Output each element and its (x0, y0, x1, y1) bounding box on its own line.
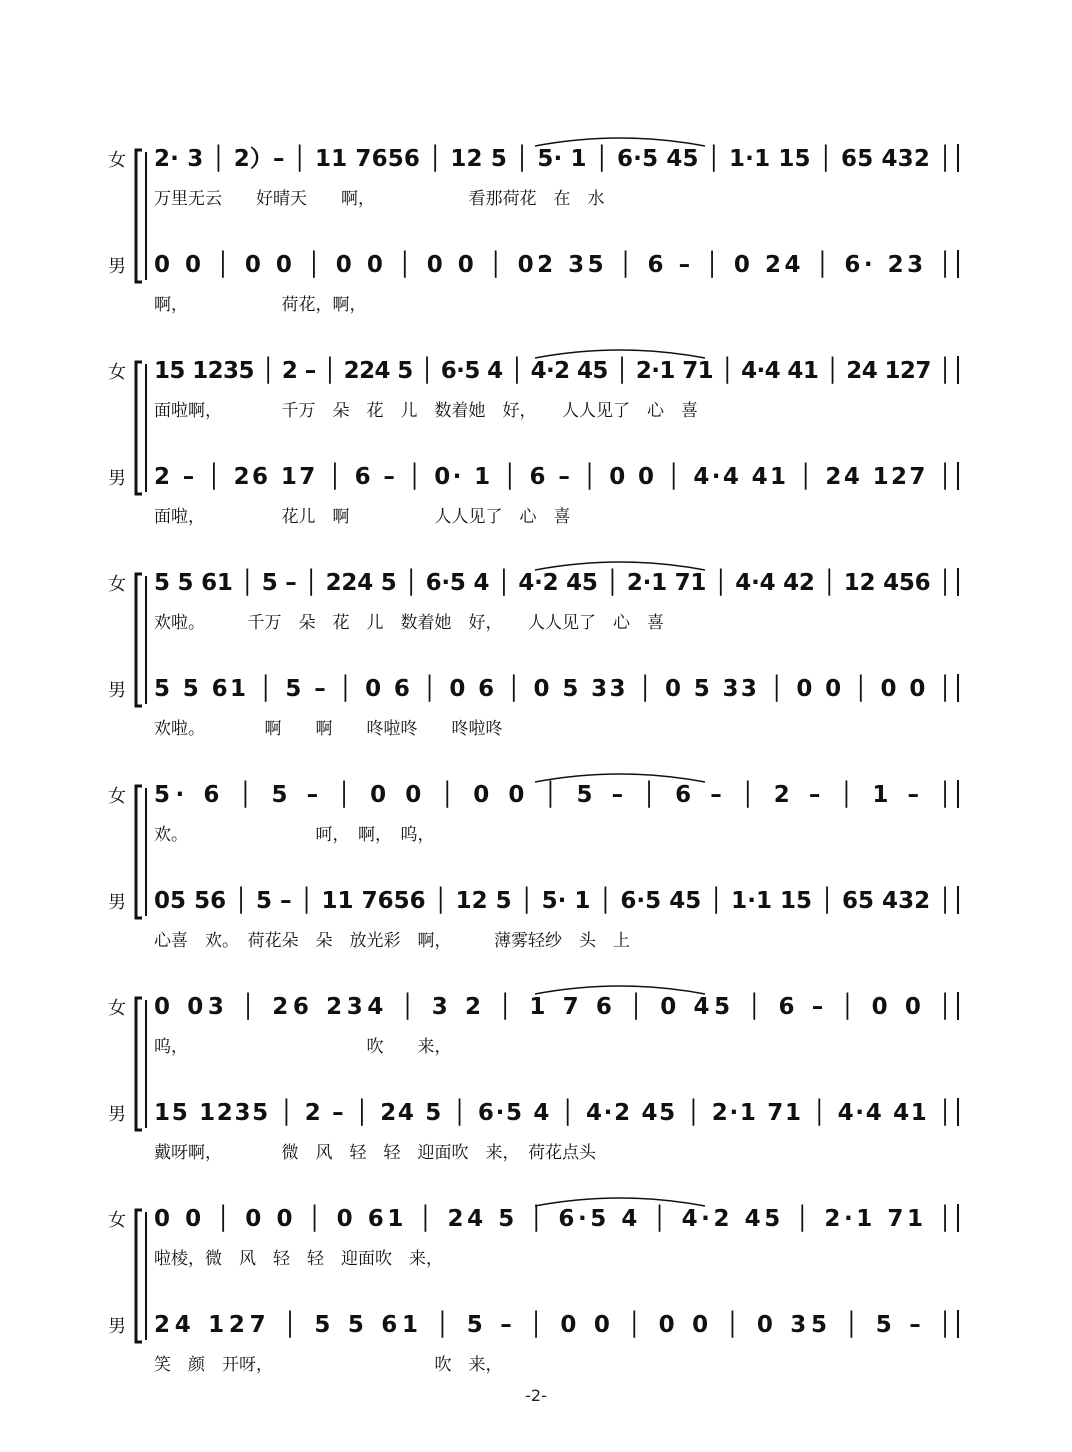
notes-row: 15 1235 │ 2 – │ 24 5 │ 6·5 4 │ 4·2 45 │ 2·1 71 │ 4·4 41 │ (154, 1100, 952, 1126)
lyrics-row: 啊， 荷花，啊， (154, 295, 367, 315)
notes-row: 0 0 │ 0 0 │ 0 61 │ 24 5 │ 6·5 4 │ 4·2 45 │ 2·1 71 │ (154, 1206, 952, 1232)
slur (535, 986, 705, 994)
lyrics-row: 欢啦。 啊 啊 咚啦咚 咚啦咚 (154, 719, 503, 739)
lyrics-row: 心喜 欢。 荷花朵 朵 放光彩 啊， 薄雾轻纱 头 上 (154, 931, 630, 951)
voice-label: 女 (108, 362, 126, 383)
system-bracket (136, 574, 142, 706)
voice-label: 男 (108, 892, 126, 913)
notes-row: 2 – │ 26 17 │ 6 – │ 0· 1 │ 6 – │ 0 0 │ 4·4 41 │ 24 127 │ (154, 464, 952, 490)
system-bracket (136, 362, 142, 494)
system-bracket (136, 998, 142, 1130)
voice-label: 男 (108, 1104, 126, 1125)
notes-row: 5 5 61 │ 5 – │ 0 6 │ 0 6 │ 0 5 33 │ 0 5 33 │ 0 0 │ 0 0 │ (154, 676, 952, 702)
voice-label: 男 (108, 468, 126, 489)
lyrics-row: 啦棱，微 风 轻 轻 迎面吹 来， (154, 1249, 443, 1269)
notes-row: 24 127 │ 5 5 61 │ 5 – │ 0 0 │ 0 0 │ 0 35 │ 5 – │ (154, 1312, 953, 1338)
system-bracket (136, 786, 142, 918)
lyrics-row: 呜， 吹 来， (154, 1037, 452, 1057)
notes-row: 0 03 │ 26 234 │ 3 2 │ 1 7 6 │ 0 45 │ 6 – │ 0 0 │ (154, 994, 952, 1020)
slur (535, 1198, 705, 1206)
page-number: -2- (525, 1386, 547, 1405)
notes-row: 2· 3 │ 2）– │ 11 7656 │ 12 5 │ 5· 1 │ 6·5 45 │ 1·1 15 │ 65 432 │ (154, 146, 952, 172)
slur (535, 774, 705, 782)
lyrics-row: 欢啦。 千万 朵 花 儿 数着她 好， 人人见了 心 喜 (154, 613, 664, 633)
lyrics-row: 欢。 呵， 啊， 呜， (154, 825, 435, 845)
voice-label: 女 (108, 150, 126, 171)
voice-label: 男 (108, 680, 126, 701)
notes-row: 5· 6 │ 5 – │ 0 0 │ 0 0 │ 5 – │ 6 – │ 2 – │ 1 – │ (154, 782, 953, 808)
voice-label: 女 (108, 786, 126, 807)
notes-row: 05 56 │ 5 – │ 11 7656 │ 12 5 │ 5· 1 │ 6·5 45 │ 1·1 15 │ 65 432 │ (154, 888, 952, 914)
notes-row: 0 0 │ 0 0 │ 0 0 │ 0 0 │ 02 35 │ 6 – │ 0 24 │ 6· 23 │ (154, 252, 953, 278)
voice-label: 女 (108, 574, 126, 595)
lyrics-row: 面啦， 花儿 啊 人人见了 心 喜 (154, 507, 571, 527)
system-bracket (136, 1210, 142, 1342)
lyrics-row: 面啦啊， 千万 朵 花 儿 数着她 好， 人人见了 心 喜 (154, 401, 698, 421)
voice-label: 女 (108, 1210, 126, 1231)
lyrics-row: 笑 颜 开呀， 吹 来， (154, 1355, 503, 1375)
notes-row: 15 1235 │ 2 – │ 224 5 │ 6·5 4 │ 4·2 45 │ 2·1 71 │ 4·4 41 │ 24 127 │ (154, 358, 952, 384)
slur (535, 138, 705, 146)
voice-label: 男 (108, 1316, 126, 1337)
slur (535, 350, 705, 358)
lyrics-row: 戴呀啊， 微 风 轻 轻 迎面吹 来， 荷花点头 (154, 1143, 596, 1163)
slur (535, 562, 705, 570)
voice-label: 女 (108, 998, 126, 1019)
lyrics-row: 万里无云 好晴天 啊， 看那荷花 在 水 (154, 189, 605, 209)
notes-row: 5 5 61 │ 5 – │ 224 5 │ 6·5 4 │ 4·2 45 │ 2·1 71 │ 4·4 42 │ 12 456 │ (154, 570, 952, 596)
voice-label: 男 (108, 256, 126, 277)
system-bracket (136, 150, 142, 282)
